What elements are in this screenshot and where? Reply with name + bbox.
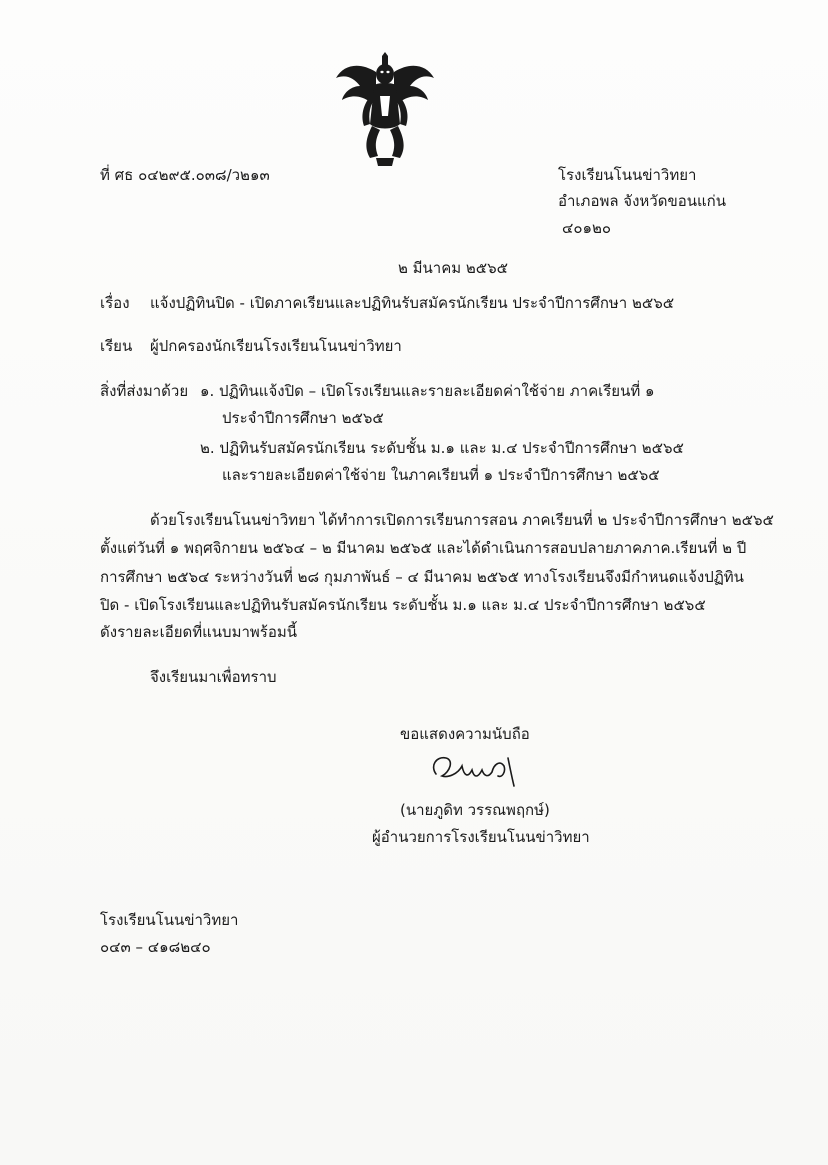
closing-statement: จึงเรียนมาเพื่อทราบ	[150, 668, 277, 686]
subject-label: เรื่อง	[100, 294, 130, 312]
enclosure-1-line-2: ประจำปีการศึกษา ๒๕๖๕	[222, 409, 384, 427]
to-label: เรียน	[100, 337, 133, 355]
school-address: อำเภอพล จังหวัดขอนแก่น	[558, 192, 726, 210]
school-name: โรงเรียนโนนข่าวิทยา	[558, 166, 697, 184]
signer-title: ผู้อำนวยการโรงเรียนโนนข่าวิทยา	[372, 828, 590, 846]
footer-organization: โรงเรียนโนนข่าวิทยา	[100, 911, 239, 929]
postcode: ๔๐๑๒๐	[562, 219, 612, 237]
body-line-4: ปิด - เปิดโรงเรียนและปฏิทินรับสมัครนักเรียน ระดับชั้น ม.๑ และ ม.๔ ประจำปีการศึกษา ๒๕๖๕	[100, 596, 706, 614]
reference-number: ที่ ศธ ๐๔๒๙๕.๐๓๘/ว๒๑๓	[100, 166, 270, 184]
signer-name: (นายภูดิท วรรณพฤกษ์)	[400, 801, 550, 819]
handwritten-signature	[428, 752, 528, 790]
enclosure-1-line-1: ๑. ปฏิทินแจ้งปิด – เปิดโรงเรียนและรายละเอียดค่าใช้จ่าย ภาคเรียนที่ ๑	[200, 382, 655, 400]
enclosure-2-line-2: และรายละเอียดค่าใช้จ่าย ในภาคเรียนที่ ๑ ประจำปีการศึกษา ๒๕๖๕	[222, 466, 660, 484]
footer-phone: ๐๔๓ – ๔๑๘๒๔๐	[100, 938, 211, 956]
body-line-5: ดังรายละเอียดที่แนบมาพร้อมนี้	[100, 623, 297, 641]
body-line-1: ด้วยโรงเรียนโนนข่าวิทยา ได้ทำการเปิดการเรียนการสอน ภาคเรียนที่ ๒ ประจำปีการศึกษา ๒๕๖๕	[150, 511, 774, 529]
body-line-3: การศึกษา ๒๕๖๔ ระหว่างวันที่ ๒๘ กุมภาพันธ์ – ๔ มีนาคม ๒๕๖๕ ทางโรงเรียนจึงมีกำหนดแจ้งปฏิทิน	[100, 568, 744, 586]
body-line-2: ตั้งแต่วันที่ ๑ พฤศจิกายน ๒๕๖๔ – ๒ มีนาคม ๒๕๖๕ และได้ดำเนินการสอบปลายภาคภาค.เรียนที่ ๒ ปี	[100, 539, 747, 557]
enclosure-2-line-1: ๒. ปฏิทินรับสมัครนักเรียน ระดับชั้น ม.๑ และ ม.๔ ประจำปีการศึกษา ๒๕๖๕	[200, 439, 684, 457]
closing-salutation: ขอแสดงความนับถือ	[400, 725, 530, 743]
garuda-emblem-icon	[330, 52, 440, 167]
to-text: ผู้ปกครองนักเรียนโรงเรียนโนนข่าวิทยา	[150, 337, 402, 355]
subject-text: แจ้งปฏิทินปิด - เปิดภาคเรียนและปฏิทินรับสมัครนักเรียน ประจำปีการศึกษา ๒๕๖๕	[150, 294, 675, 312]
enclosure-label: สิ่งที่ส่งมาด้วย	[100, 382, 189, 400]
letter-date: ๒ มีนาคม ๒๕๖๕	[398, 259, 509, 277]
